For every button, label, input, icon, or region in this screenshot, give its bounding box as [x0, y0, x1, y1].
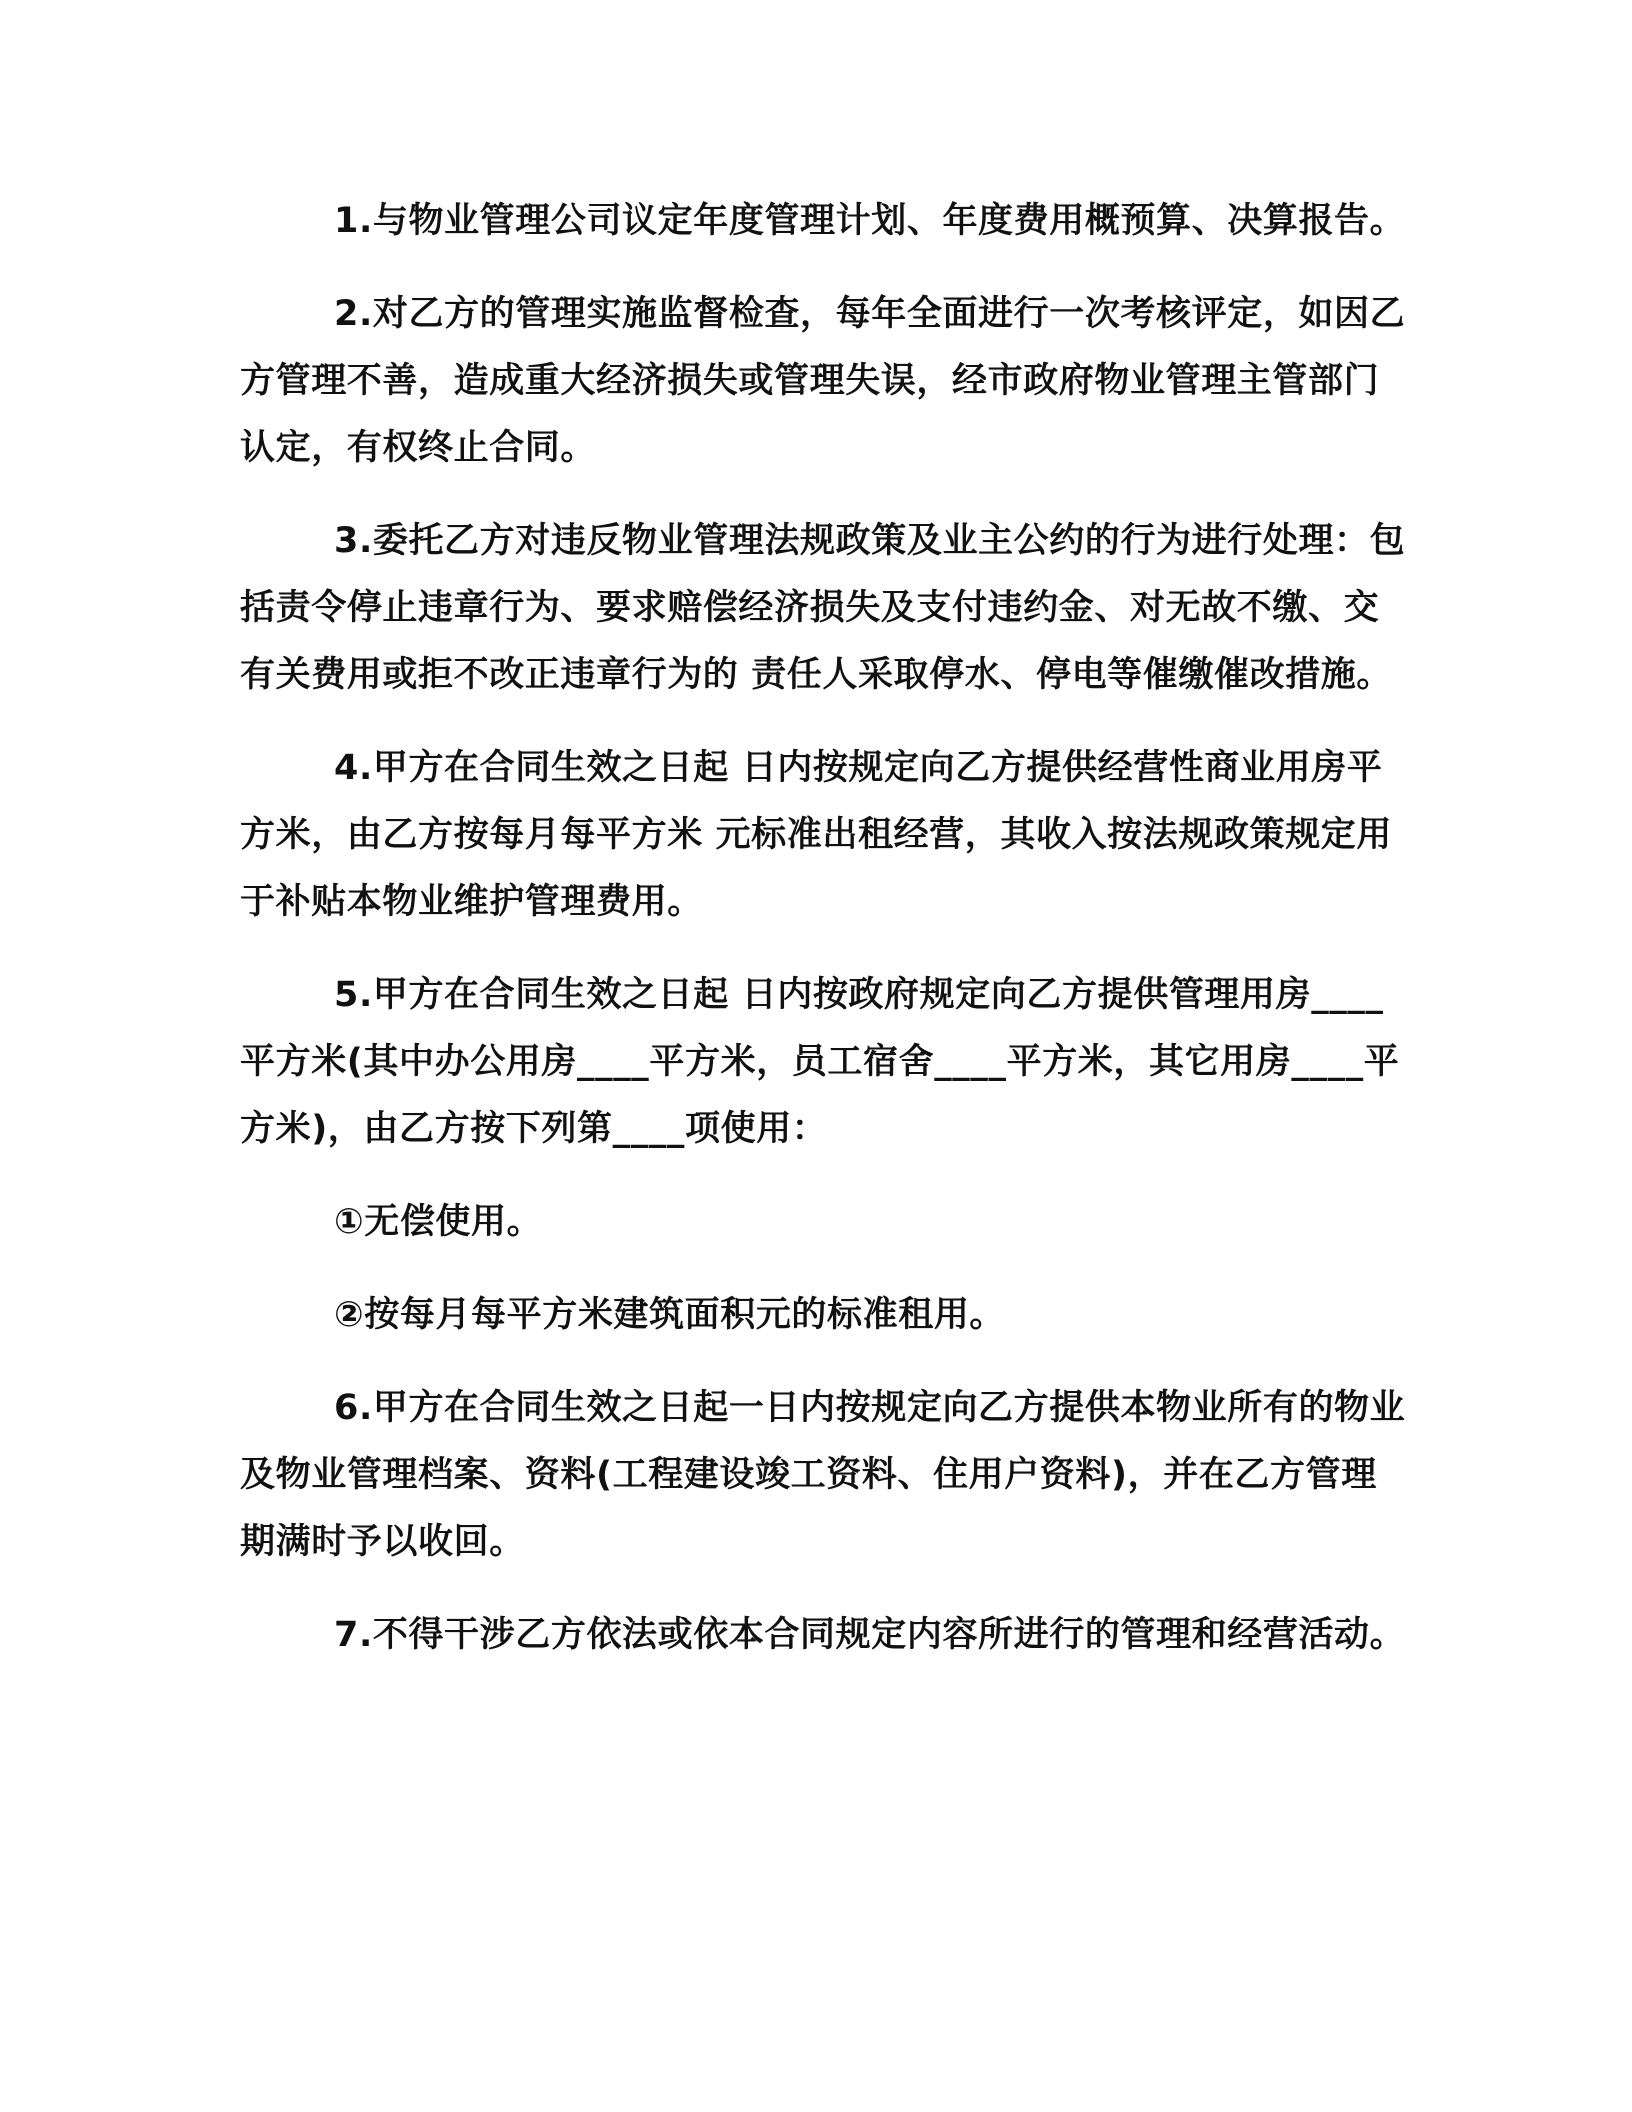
paragraph-7: 7.不得干涉乙方依法或依本合同规定内容所进行的管理和经营活动。 [334, 1615, 1406, 1655]
paragraph-2: 2.对乙方的管理实施监督检查，每年全面进行一次考核评定，如因乙方管理不善，造成重大经济损失或管理失误，经市政府物业管理主管部门认定，有权终止合同。 [240, 294, 1406, 468]
option-1: ①无偿使用。 [334, 1202, 543, 1242]
paragraph-3: 3.委托乙方对违反物业管理法规政策及业主公约的行为进行处理：包括责令停止违章行为、要求赔偿经济损失及支付违约金、对无故不缴、交有关费用或拒不改正违章行为的 责任人采取停水、停电等催缴催改措施。 [240, 521, 1406, 695]
paragraph-6: 6.甲方在合同生效之日起一日内按规定向乙方提供本物业所有的物业及物业管理档案、资料(工程建设竣工资料、住用户资料)，并在乙方管理期满时予以收回。 [240, 1388, 1406, 1562]
option-2: ②按每月每平方米建筑面积元的标准租用。 [334, 1295, 1006, 1335]
paragraph-4: 4.甲方在合同生效之日起 日内按规定向乙方提供经营性商业用房平方米，由乙方按每月每平方米 元标准出租经营，其收入按法规政策规定用于补贴本物业维护管理费用。 [240, 748, 1392, 922]
paragraph-5: 5.甲方在合同生效之日起 日内按政府规定向乙方提供管理用房____平方米(其中办公用房____平方米，员工宿舍____平方米，其它用房____平方米)，由乙方按下列第____项使用： [240, 975, 1400, 1149]
paragraph-1: 1.与物业管理公司议定年度管理计划、年度费用概预算、决算报告。 [334, 201, 1406, 241]
